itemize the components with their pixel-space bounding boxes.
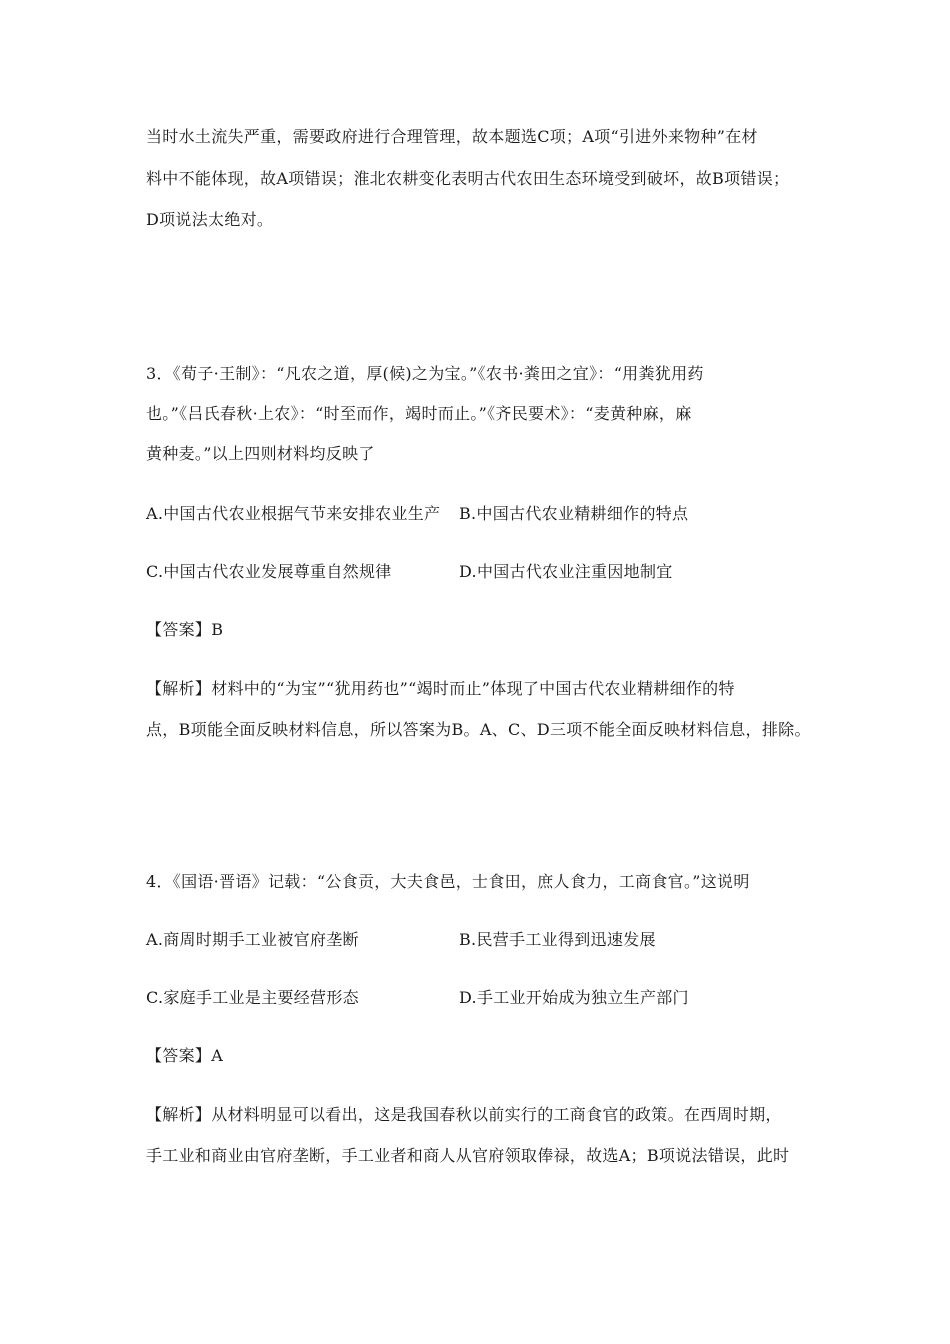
prev-analysis-line-1: 当时水土流失严重，需要政府进行合理管理，故本题选C项；A项“引进外来物种”在材 [146,127,758,146]
q4-option-b: B.民营手工业得到迅速发展 [459,930,656,949]
prev-analysis-line-2: 料中不能体现，故A项错误；淮北农耕变化表明古代农田生态环境受到破坏，故B项错误； [146,169,790,188]
q4-option-d: D.手工业开始成为独立生产部门 [459,988,689,1007]
q3-option-b: B.中国古代农业精耕细作的特点 [459,504,689,523]
q4-stem-line-1: 4．《国语·晋语》记载：“公食贡，大夫食邑，士食田，庶人食力，工商食官。”这说明 [146,872,750,891]
q3-analysis-line-1: 【解析】材料中的“为宝”“犹用药也”“竭时而止”体现了中国古代农业精耕细作的特 [146,679,735,698]
q3-option-c: C.中国古代农业发展尊重自然规律 [146,562,392,581]
q4-analysis-line-1: 【解析】从材料明显可以看出，这是我国春秋以前实行的工商食官的政策。在西周时期， [146,1105,782,1124]
q4-option-a: A.商周时期手工业被官府垄断 [146,930,359,949]
q3-option-d: D.中国古代农业注重因地制宜 [459,562,673,581]
prev-analysis-line-3: D项说法太绝对。 [146,210,274,229]
q3-stem-line-2: 也。”《吕氏春秋·上农》：“时至而作，竭时而止。”《齐民要术》：“麦黄种麻，麻 [146,404,692,423]
q3-option-a: A.中国古代农业根据气节来安排农业生产 [146,504,441,523]
q4-answer: 【答案】A [146,1046,224,1065]
q3-analysis-line-2: 点，B项能全面反映材料信息，所以答案为B。A、C、D三项不能全面反映材料信息，排除。 [146,720,811,739]
q4-option-c: C.家庭手工业是主要经营形态 [146,988,359,1007]
q3-stem-line-1: 3．《荀子·王制》：“凡农之道，厚(候)之为宝。”《农书·粪田之宜》：“用粪犹用药 [146,364,704,383]
q3-stem-line-3: 黄种麦。”以上四则材料均反映了 [146,444,375,463]
q3-answer: 【答案】B [146,620,224,639]
q4-analysis-line-2: 手工业和商业由官府垄断，手工业者和商人从官府领取俸禄，故选A；B项说法错误，此时 [146,1146,790,1165]
